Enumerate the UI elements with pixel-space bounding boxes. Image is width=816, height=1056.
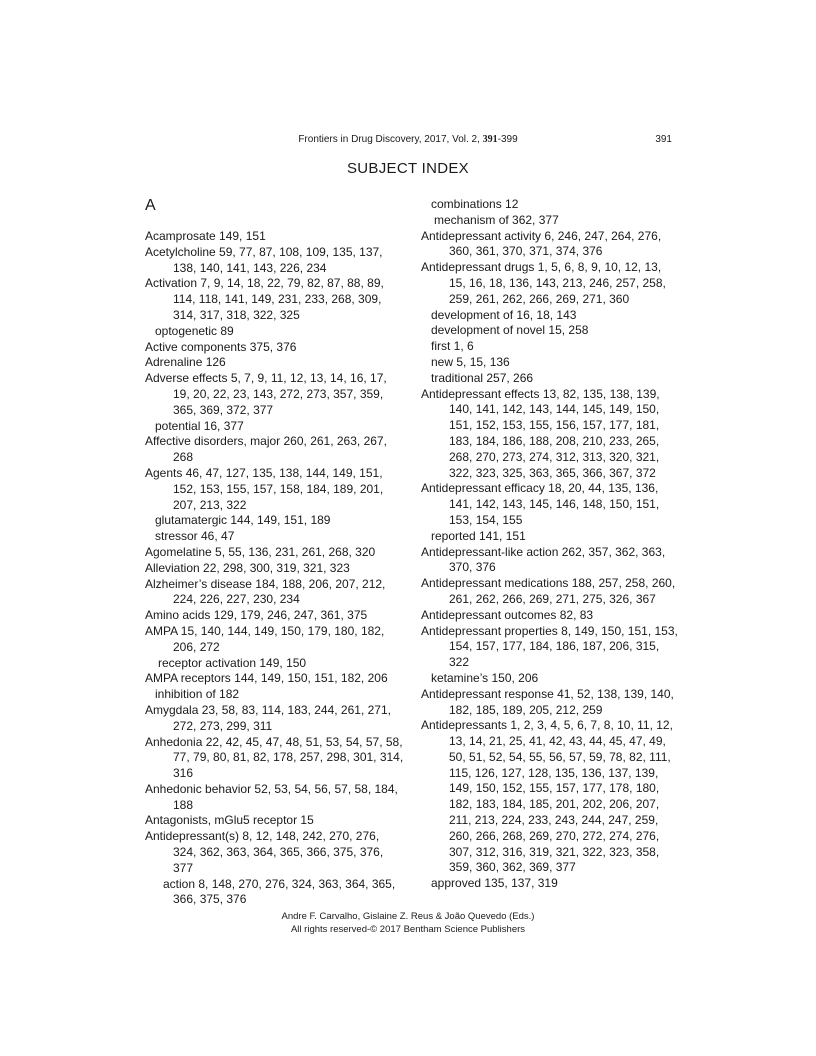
index-entry: Antidepressant medications 188, 257, 258, 260, 261, 262, 266, 269, 271, 275, 326, 367 — [421, 576, 676, 606]
index-subentry: reported 141, 151 — [431, 528, 526, 543]
running-header — [0, 133, 816, 149]
index-entry: Antidepressant efficacy 18, 20, 44, 135, 136, 141, 142, 143, 145, 146, 148, 150, 151, 153, 154, 155 — [421, 481, 660, 527]
index-entry: Antagonists, mGlu5 receptor 15 — [145, 813, 314, 828]
page-footer — [0, 910, 816, 936]
index-entry: Adverse effects 5, 7, 9, 11, 12, 13, 14, 16, 17, 19, 20, 22, 23, 143, 272, 273, 357, 359, 365, 369, 372, 377 — [145, 371, 387, 417]
index-entry: Antidepressant activity 6, 246, 247, 264, 276, 360, 361, 370, 371, 374, 376 — [421, 228, 662, 259]
journal-name: Frontiers in Drug Discovery, 2017, Vol. 2, — [298, 134, 483, 145]
index-entry: Active components 375, 376 — [145, 339, 297, 354]
index-subentry: development of 16, 18, 143 — [431, 307, 577, 322]
index-subentry: new 5, 15, 136 — [431, 354, 510, 369]
index-subentry: stressor 46, 47 — [155, 529, 235, 544]
index-entry: Affective disorders, major 260, 261, 263, 267, 268 — [145, 434, 387, 465]
page-number: 391 — [655, 134, 672, 145]
index-entry: Antidepressant effects 13, 82, 135, 138, 139, 140, 141, 142, 143, 144, 145, 149, 150, 151, 152, 153, 155, 156, 157, 177, 181, 183, 184, 186, 188, 208, 210, 233, 265, 268, 270, 273, 274, 312, 313, 320, 321, 322, 323, 325, 363, 365, 366, 367, 372 — [421, 386, 660, 480]
page-range-start: 391 — [482, 134, 498, 145]
index-entry: AMPA receptors 144, 149, 150, 151, 182, 206 — [145, 671, 388, 686]
index-subentry: potential 16, 377 — [155, 418, 244, 433]
index-subentry: traditional 257, 266 — [431, 370, 534, 385]
page-range-end: -399 — [497, 134, 518, 145]
index-entry: Anhedonic behavior 52, 53, 54, 56, 57, 58, 184, 188 — [145, 781, 398, 812]
index-entry: Alleviation 22, 298, 300, 319, 321, 323 — [145, 560, 350, 575]
index-entry: Antidepressant outcomes 82, 83 — [421, 607, 594, 622]
index-entry: Activation 7, 9, 14, 18, 22, 79, 82, 87, 88, 89, 114, 118, 141, 149, 231, 233, 268, 309, 314, 317, 318, 322, 325 — [145, 276, 384, 322]
index-entry: Antidepressant-like action 262, 357, 362, 363, 370, 376 — [421, 544, 666, 575]
index-subentry: mechanism of 362, 377 — [434, 212, 559, 227]
index-subentry: combinations 12 — [431, 197, 519, 211]
index-entry: Amino acids 129, 179, 246, 247, 361, 375 — [145, 608, 368, 623]
index-entry: AMPA 15, 140, 144, 149, 150, 179, 180, 182, 206, 272 — [145, 623, 385, 654]
index-entry: Acamprosate 149, 151 — [145, 229, 266, 243]
index-entry: Agents 46, 47, 127, 135, 138, 144, 149, 151, 152, 153, 155, 157, 158, 184, 189, 201, 207, 213, 322 — [145, 465, 384, 512]
index-subentry: ketamine’s 150, 206 — [431, 670, 539, 685]
index-subentry: receptor activation 149, 150 — [158, 655, 307, 670]
index-entry: Amygdala 23, 58, 83, 114, 183, 244, 261, 271, 272, 273, 299, 311 — [145, 702, 391, 733]
index-column-left — [145, 229, 405, 908]
footer-copyright: All rights reserved-© 2017 Bentham Science Publishers — [290, 924, 526, 935]
index-entry: Antidepressants 1, 2, 3, 4, 5, 6, 7, 8, 10, 11, 12, 13, 14, 21, 25, 41, 42, 43, 44, 45, 47, 49, 50, 51, 52, 54, 55, 56, 57, 59, 78, 82, 111, 115, 126, 127, 128, 135, 136, 137, 139, 149, 150, 152, 155, 157, 177, 178, 180, 182, 183, 184, 185, 201, 202, 206, 207, 211, 213, 224, 233, 243, 244, 247, 259, 260, 266, 268, 269, 270, 272, 274, 276, 307, 312, 316, 319, 321, 322, 323, 358, 359, 360, 362, 369, 377 — [421, 718, 673, 875]
section-letter: A — [145, 197, 156, 214]
index-entry: Anhedonia 22, 42, 45, 47, 48, 51, 53, 54, 57, 58, 77, 79, 80, 81, 82, 178, 257, 298, 301, 314, 316 — [145, 734, 404, 781]
index-entry: Antidepressant drugs 1, 5, 6, 8, 9, 10, 12, 13, 15, 16, 18, 136, 143, 213, 246, 257, 258, 259, 261, 262, 266, 269, 271, 360 — [421, 260, 666, 306]
index-entry: Acetylcholine 59, 77, 87, 108, 109, 135, 137, 138, 140, 141, 143, 226, 234 — [145, 244, 383, 275]
index-entry: Antidepressant properties 8, 149, 150, 151, 153, 154, 157, 177, 184, 186, 187, 206, 315, 322 — [421, 623, 678, 670]
page-title: SUBJECT INDEX — [347, 160, 469, 177]
index-subentry: development of novel 15, 258 — [431, 323, 589, 338]
index-entry: Antidepressant(s) 8, 12, 148, 242, 270, 276, 324, 362, 363, 364, 365, 366, 375, 376, 377 — [145, 829, 384, 875]
footer-editors: Andre F. Carvalho, Gislaine Z. Reus & João Quevedo (Eds.) — [281, 911, 535, 922]
index-column-right — [421, 197, 681, 892]
index-entry: Agomelatine 5, 55, 136, 231, 261, 268, 320 — [145, 544, 376, 559]
index-entry: Adrenaline 126 — [145, 355, 226, 370]
index-subentry: first 1, 6 — [431, 339, 474, 354]
index-subentry: approved 135, 137, 319 — [431, 876, 558, 891]
index-entry: Alzheimer’s disease 184, 188, 206, 207, 212, 224, 226, 227, 230, 234 — [145, 576, 386, 607]
journal-citation — [0, 133, 816, 147]
index-subentry: glutamatergic 144, 149, 151, 189 — [155, 513, 331, 528]
index-entry: Antidepressant response 41, 52, 138, 139, 140, 182, 185, 189, 205, 212, 259 — [421, 686, 674, 717]
index-subentry: optogenetic 89 — [155, 323, 234, 338]
index-subentry: action 8, 148, 270, 276, 324, 363, 364, 365, 366, 375, 376 — [163, 876, 396, 907]
index-subentry: inhibition of 182 — [155, 687, 240, 702]
